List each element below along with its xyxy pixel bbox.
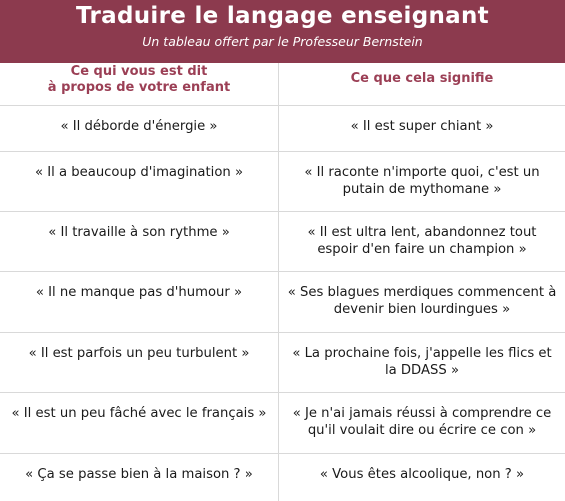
said-text: « Ça se passe bien à la maison ? »: [25, 467, 253, 482]
column-header-meaning: [279, 63, 565, 106]
page-title: Traduire le langage enseignant: [76, 3, 489, 29]
table-row-said: [0, 212, 279, 272]
table-row-meaning: [279, 454, 565, 501]
table-row-said: [0, 106, 279, 152]
meaning-text: « Vous êtes alcoolique, non ? »: [319, 467, 525, 482]
meaning-text: « Il raconte n'importe quoi, c'est un putain de mythomane »: [304, 165, 540, 197]
table-row-said: [0, 152, 279, 212]
said-text: « Il ne manque pas d'humour »: [35, 285, 243, 300]
title-banner: [0, 0, 565, 63]
table-row-said: [0, 454, 279, 501]
said-text: « Il est parfois un peu turbulent »: [28, 346, 250, 361]
meaning-text: « Il est ultra lent, abandonnez tout espoir d'en faire un champion »: [307, 225, 537, 257]
table-row-meaning: [279, 106, 565, 152]
table-row-said: [0, 333, 279, 393]
table-row-meaning: [279, 152, 565, 212]
said-text: « Il déborde d'énergie »: [60, 119, 218, 134]
column-header-said-label: Ce qui vous est dit à propos de votre enfant: [47, 64, 231, 95]
column-header-meaning-label: Ce que cela signifie: [350, 71, 494, 86]
column-header-said: [0, 63, 279, 106]
meaning-text: « Je n'ai jamais réussi à comprendre ce qu'il voulait dire ou écrire ce con »: [292, 406, 552, 438]
said-text: « Il a beaucoup d'imagination »: [34, 165, 244, 180]
table-row-said: [0, 272, 279, 333]
table-row-meaning: [279, 393, 565, 454]
meaning-text: « La prochaine fois, j'appelle les flics et la DDASS »: [292, 346, 552, 378]
said-text: « Il est un peu fâché avec le français »: [11, 406, 267, 421]
table-row-meaning: [279, 212, 565, 272]
page-subtitle: Un tableau offert par le Professeur Bernstein: [142, 34, 423, 49]
meaning-text: « Il est super chiant »: [350, 119, 494, 134]
table-row-said: [0, 393, 279, 454]
table-row-meaning: [279, 272, 565, 333]
meaning-text: « Ses blagues merdiques commencent à devenir bien lourdingues »: [287, 285, 557, 317]
said-text: « Il travaille à son rythme »: [48, 225, 230, 240]
translation-table: [0, 63, 565, 501]
table-row-meaning: [279, 333, 565, 393]
